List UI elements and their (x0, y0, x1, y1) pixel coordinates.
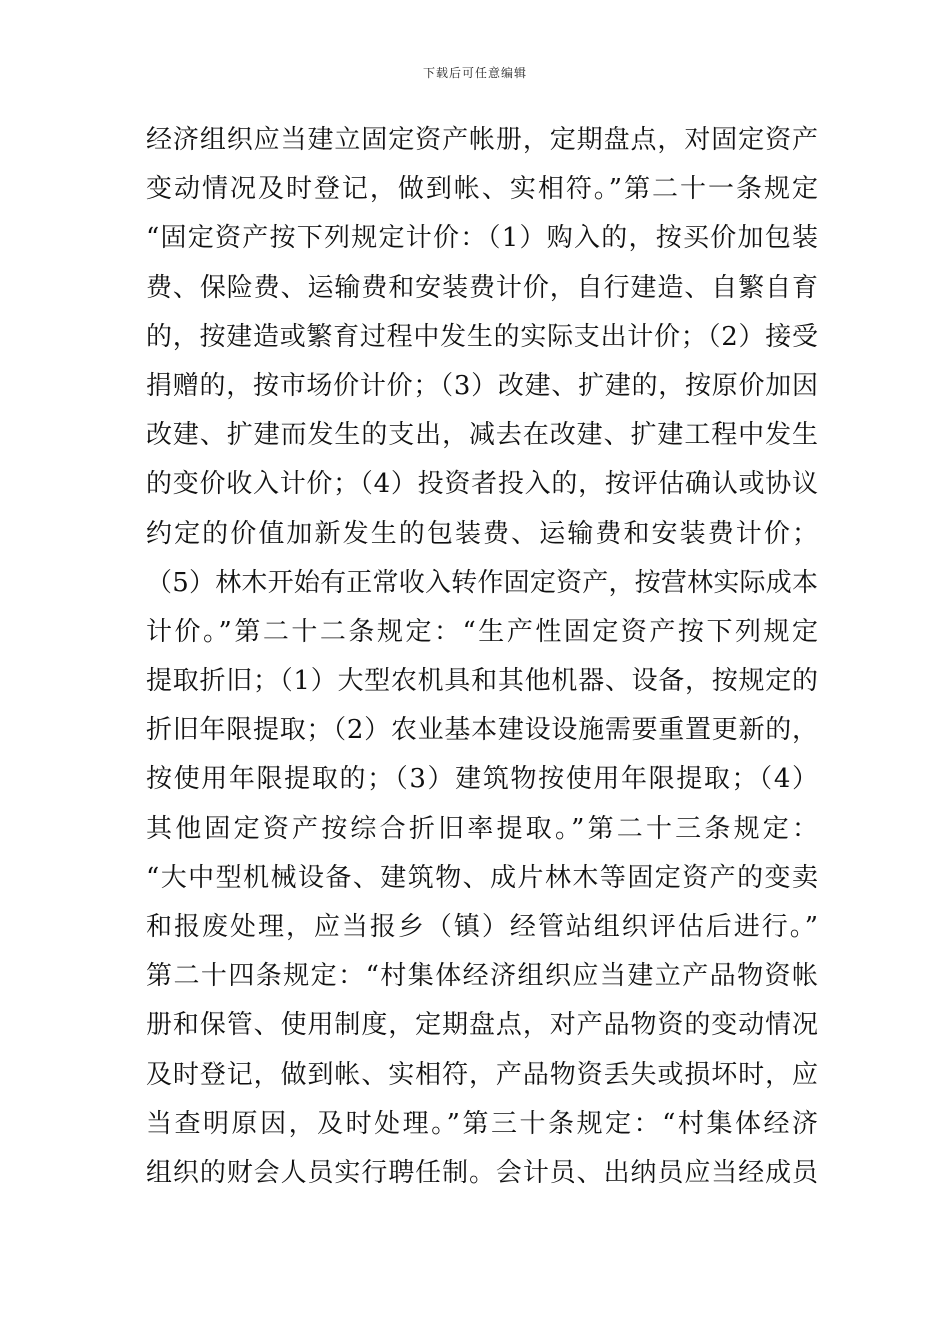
text-line: 改建、扩建而发生的支出，减去在改建、扩建工程中发生 (146, 420, 818, 451)
text-line: 提取折旧；（1）大型农机具和其他机器、设备，按规定的 (146, 666, 818, 697)
text-line: 第二十四条规定：“村集体经济组织应当建立产品物资帐 (146, 961, 818, 992)
text-line: 册和保管、使用制度，定期盘点，对产品物资的变动情况 (146, 1010, 818, 1041)
text-line: 组织的财会人员实行聘任制。会计员、出纳员应当经成员 (146, 1157, 818, 1188)
text-line: 按使用年限提取的；（3）建筑物按使用年限提取；（4） (146, 764, 818, 795)
text-line: 约定的价值加新发生的包装费、运输费和安装费计价； (146, 518, 818, 549)
text-line: （5）林木开始有正常收入转作固定资产，按营林实际成本 (146, 567, 818, 598)
document-body (146, 116, 818, 1198)
text-line: 当查明原因，及时处理。”第三十条规定：“村集体经济 (146, 1108, 818, 1139)
text-line: 经济组织应当建立固定资产帐册，定期盘点，对固定资产 (146, 125, 818, 155)
text-line: 的变价收入计价；（4）投资者投入的，按评估确认或协议 (146, 469, 818, 500)
text-line: “固定资产按下列规定计价：（1）购入的，按买价加包装 (146, 223, 818, 254)
page-header: 下载后可任意编辑 (422, 66, 527, 80)
text-line: 捐赠的，按市场价计价；（3）改建、扩建的，按原价加因 (146, 370, 818, 401)
text-line: 及时登记，做到帐、实相符，产品物资丢失或损坏时，应 (146, 1059, 818, 1090)
text-line: 和报废处理，应当报乡（镇）经管站组织评估后进行。” (146, 912, 818, 942)
text-line: 其他固定资产按综合折旧率提取。”第二十三条规定： (146, 813, 818, 844)
text-line: 折旧年限提取；（2）农业基本建设设施需要重置更新的， (146, 715, 818, 746)
text-line: 变动情况及时登记，做到帐、实相符。”第二十一条规定 (146, 174, 818, 205)
text-line: “大中型机械设备、建筑物、成片林木等固定资产的变卖 (146, 862, 818, 893)
text-line: 的，按建造或繁育过程中发生的实际支出计价；（2）接受 (146, 321, 818, 352)
text-line: 计价。”第二十二条规定：“生产性固定资产按下列规定 (146, 616, 818, 647)
text-line: 费、保险费、运输费和安装费计价，自行建造、自繁自育 (146, 272, 818, 303)
